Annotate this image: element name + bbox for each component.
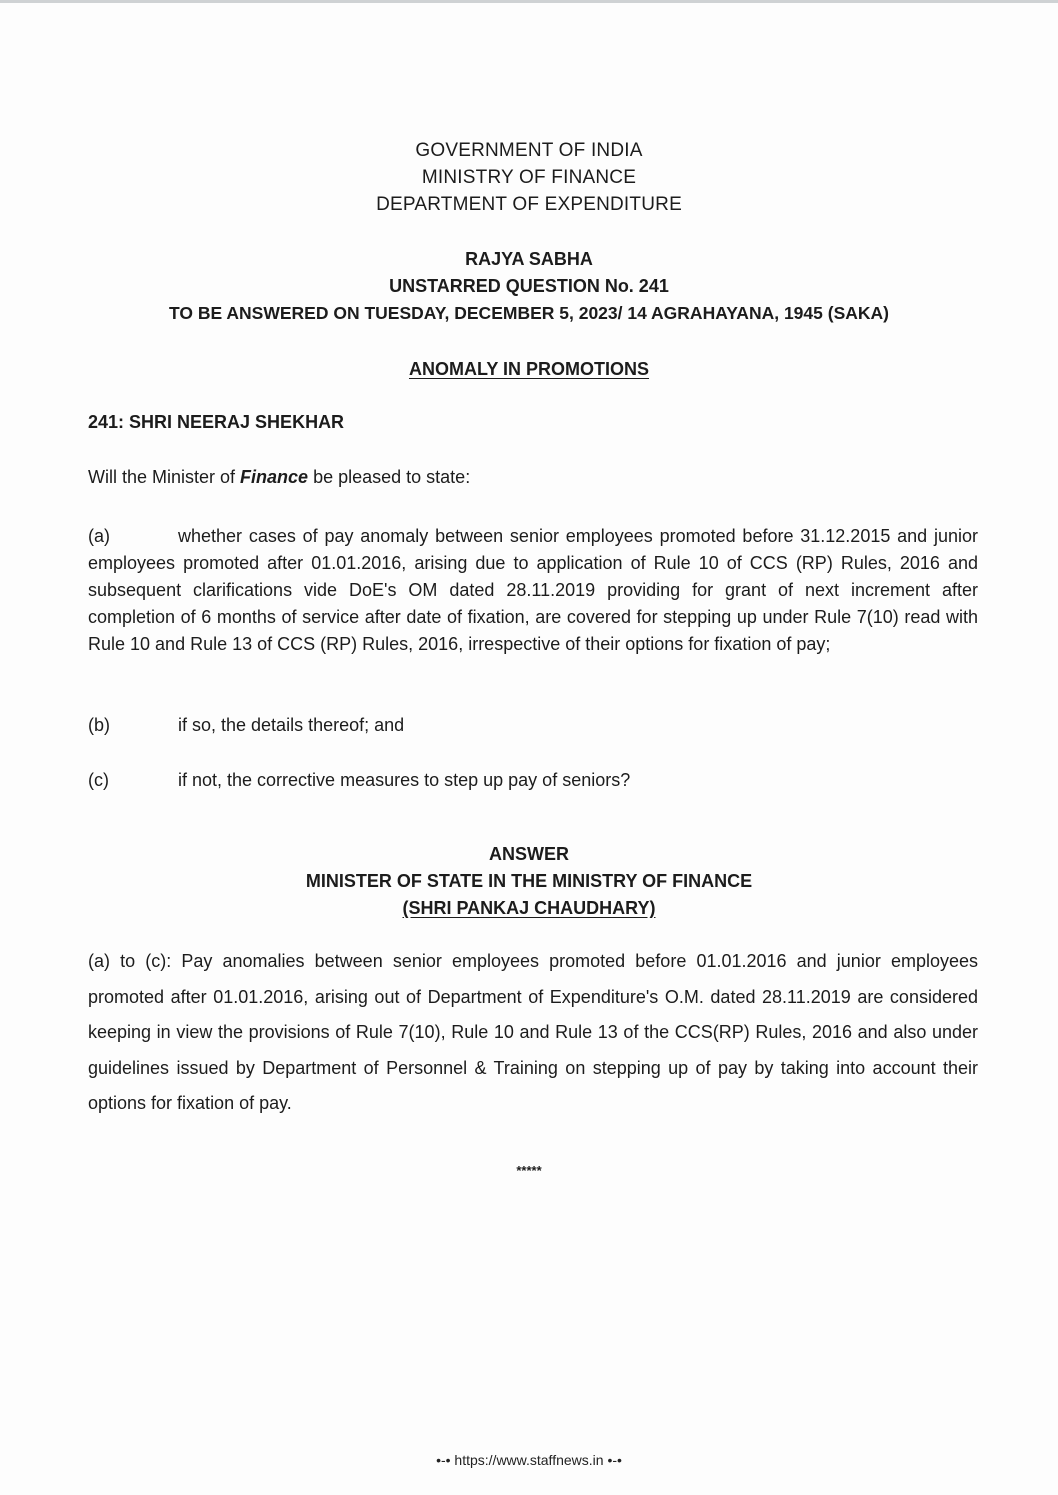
header-ministry: MINISTRY OF FINANCE [421,167,637,188]
item-marker: (a) [88,526,110,546]
question-item-b [88,715,404,736]
question-asker: 241: SHRI NEERAJ SHEKHAR [88,412,345,432]
question-item-c [88,770,630,791]
intro-after: be pleased to state: [308,467,471,487]
end-mark: ***** [516,1163,542,1178]
answer-heading: ANSWER [489,844,569,864]
minister-title: MINISTER OF STATE IN THE MINISTRY OF FINANCE [305,871,753,891]
subject-title: ANOMALY IN PROMOTIONS [408,359,650,379]
question-type: UNSTARRED QUESTION No. 241 [389,276,669,296]
answer-date: TO BE ANSWERED ON TUESDAY, DECEMBER 5, 2023/ 14 AGRAHAYANA, 1945 (SAKA) [169,303,889,323]
header-government: GOVERNMENT OF INDIA [415,140,643,161]
scan-edge [0,0,1058,3]
item-text: whether cases of pay anomaly between senior employees promoted before 31.12.2015 and junior employees promoted after 01.01.2016, arising due to application of Rule 10 of CCS (RP) Rules, 2016 and subsequent clarifications vide DoE's OM dated 28.11.2019 providing for grant of next increment after completion of 6 months of service after date of fixation, are covered for stepping up under Rule 7(10) read with Rule 10 and Rule 13 of CCS (RP) Rules, 2016, irrespective of their options for fixation of pay; [88,526,978,654]
intro-before: Will the Minister of [88,467,241,487]
item-marker: (c) [88,770,109,790]
item-text: if so, the details thereof; and [178,715,405,735]
question-item-a [88,523,978,658]
item-marker: (b) [88,715,110,735]
house-name: RAJYA SABHA [465,249,593,269]
intro-keyword: Finance [240,467,309,487]
question-intro [88,467,978,488]
header-department: DEPARTMENT OF EXPENDITURE [376,194,682,215]
item-text: if not, the corrective measures to step up pay of seniors? [178,770,631,790]
footer-url: •-• https://www.staffnews.in •-• [436,1452,622,1468]
minister-name: (SHRI PANKAJ CHAUDHARY) [402,898,656,918]
answer-text: (a) to (c): Pay anomalies between senior employees promoted before 01.01.2016 and junior employees promoted after 01.01.2016, arising out of Department of Expenditure's O.M. dated 28.11.2019 are considered keeping in view the provisions of Rule 7(10), Rule 10 and Rule 13 of the CCS(RP) Rules, 2016 and also under guidelines issued by Department of Personnel & Training on stepping up of pay by taking into account their options for fixation of pay. [88,951,978,1113]
